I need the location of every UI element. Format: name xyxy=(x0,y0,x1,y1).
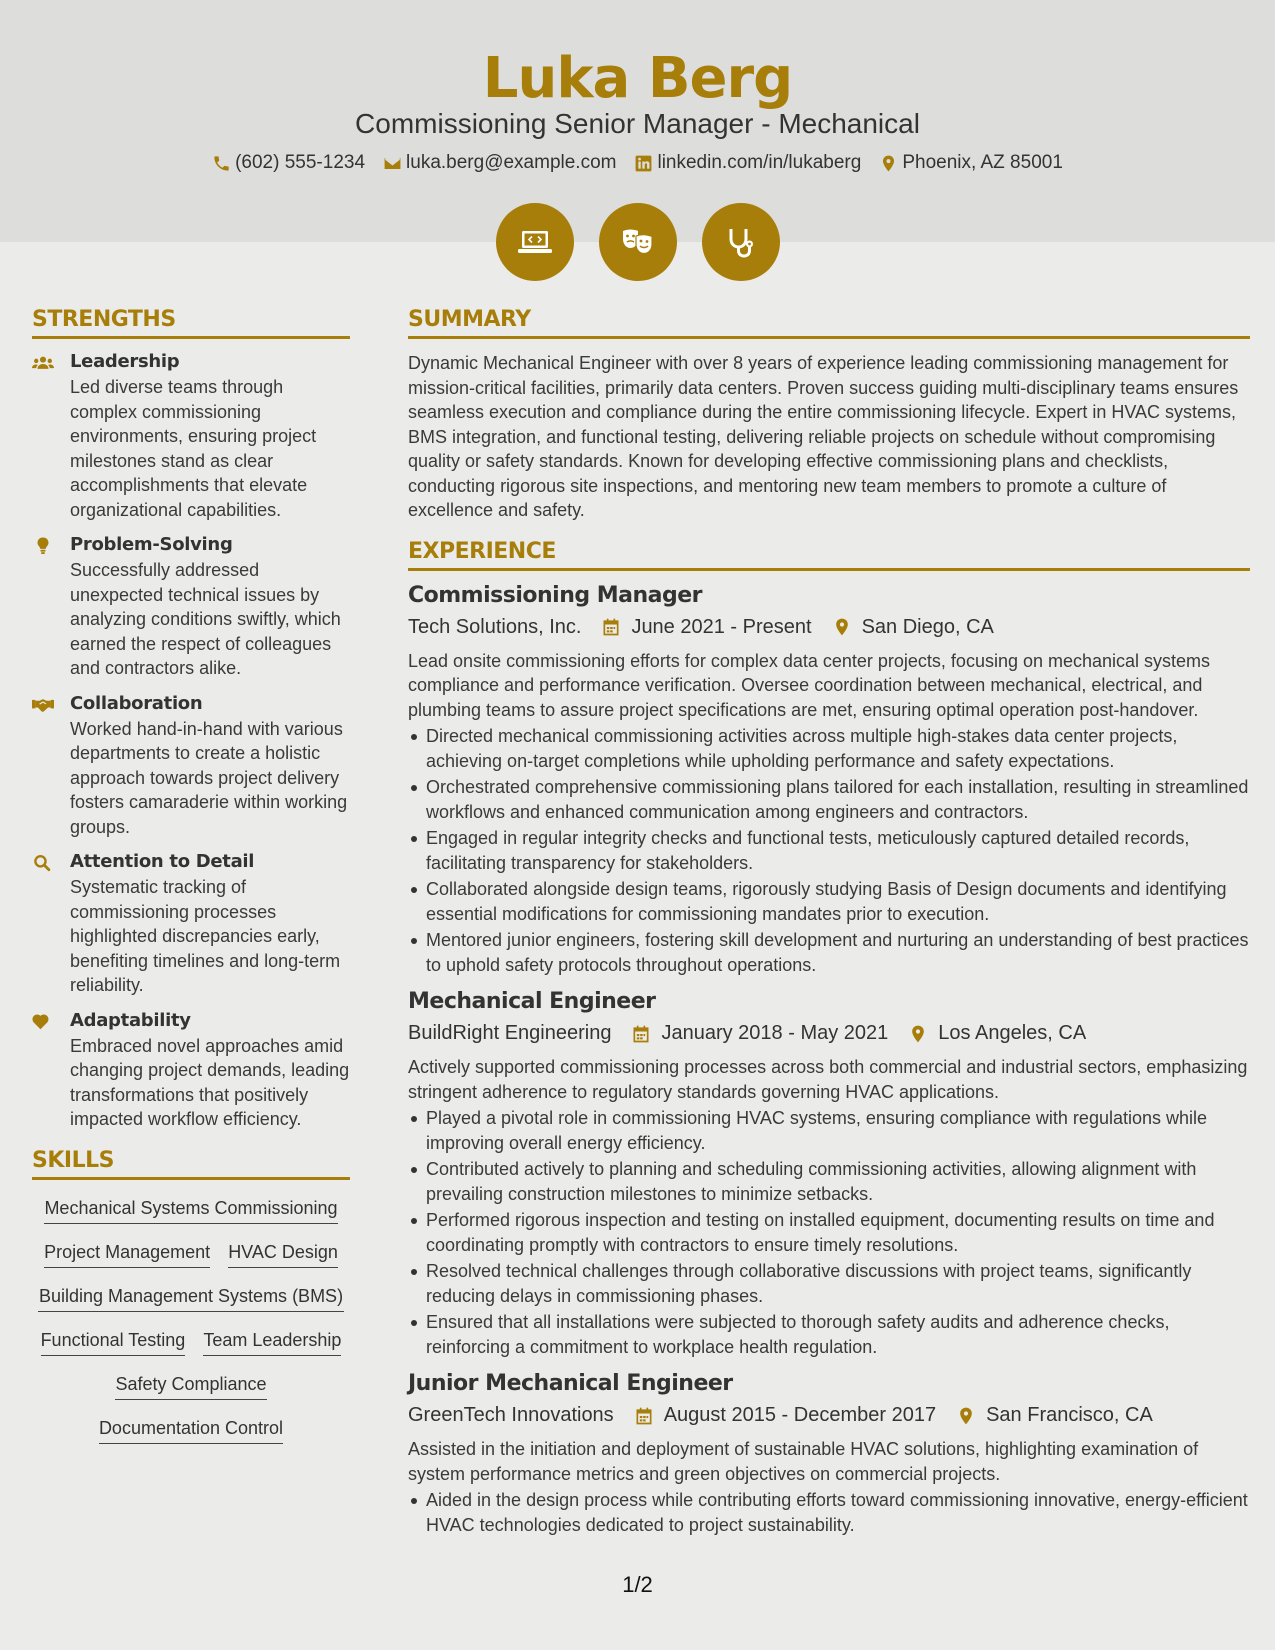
list-item: Resolved technical challenges through collaborative discussions with project teams, significantly reducing delays in commissioning phases. xyxy=(408,1259,1250,1308)
badge-laptop xyxy=(496,203,574,281)
job-description: Assisted in the initiation and deployment of sustainable HVAC solutions, highlighting examination of system performance metrics and green objectives on commercial projects. xyxy=(408,1439,1199,1484)
list-item: Aided in the design process while contributing efforts toward commissioning innovative, energy-efficient HVAC technologies dedicated to project sustainability. xyxy=(408,1488,1250,1537)
contact-location-text: Phoenix, AZ 85001 xyxy=(902,152,1063,173)
strength-name: Problem-Solving xyxy=(70,534,233,555)
phone-icon xyxy=(212,154,231,173)
contact-phone-text: (602) 555-1234 xyxy=(235,152,366,173)
search-icon xyxy=(32,853,54,873)
skill-tag: Project Management xyxy=(44,1240,210,1268)
heart-icon xyxy=(32,1012,54,1032)
strength-item xyxy=(32,851,350,998)
lightbulb-icon xyxy=(32,536,54,556)
strength-name: Collaboration xyxy=(70,692,203,714)
strength-name: Attention to Detail xyxy=(70,851,255,872)
list-item: Ensured that all installations were subjected to thorough safety audits and adherence checks, reinforcing a commitment to workplace health regulation. xyxy=(408,1310,1250,1359)
badge-stethoscope xyxy=(702,203,780,281)
right-column xyxy=(408,307,1250,1549)
contact-linkedin[interactable] xyxy=(634,152,861,174)
strength-desc: Led diverse teams through complex commissioning environments, ensuring project milestones stand as clear accomplishments that elevate organizational capabilities. xyxy=(70,377,317,520)
map-pin-icon xyxy=(832,617,852,637)
job-entry xyxy=(408,989,1250,1359)
skill-tag: Team Leadership xyxy=(203,1328,341,1356)
skill-tag: HVAC Design xyxy=(228,1240,338,1268)
skills-list xyxy=(32,1192,350,1460)
job-bullets xyxy=(408,1106,1250,1359)
strength-desc: Successfully addressed unexpected technical issues by analyzing conditions swiftly, which earned the respect of colleagues and contractors alike. xyxy=(70,560,341,678)
calendar-icon xyxy=(631,1024,651,1044)
job-location: San Diego, CA xyxy=(861,615,994,638)
job-location: Los Angeles, CA xyxy=(938,1022,1087,1044)
strength-item xyxy=(32,1010,350,1132)
job-dates: January 2018 - May 2021 xyxy=(661,1022,889,1044)
list-item: Contributed actively to planning and scheduling commissioning activities, allowing alignment with prevailing construction milestones to minimize setbacks. xyxy=(408,1157,1250,1206)
contact-linkedin-text: linkedin.com/in/lukaberg xyxy=(657,152,862,173)
job-title: Junior Mechanical Engineer xyxy=(408,1371,733,1396)
list-item: Mentored junior engineers, fostering skill development and nurturing an understanding of best practices to uphold safety protocols throughout operations. xyxy=(408,928,1250,977)
summary-heading: SUMMARY xyxy=(408,307,1250,339)
job-title: Commissioning Manager xyxy=(408,582,703,608)
contact-row xyxy=(0,152,1275,174)
job-location: San Francisco, CA xyxy=(986,1404,1153,1426)
list-item: Engaged in regular integrity checks and functional tests, meticulously captured detailed records, facilitating transparency for stakeholders. xyxy=(408,826,1250,875)
list-item: Orchestrated comprehensive commissioning plans tailored for each installation, resulting in streamlined workflows and enhanced communication among engineers and contractors. xyxy=(408,775,1250,824)
job-title: Mechanical Engineer xyxy=(408,989,656,1014)
experience-heading: EXPERIENCE xyxy=(408,539,1250,571)
skill-tag: Mechanical Systems Commissioning xyxy=(44,1196,337,1224)
envelope-icon xyxy=(383,154,402,173)
strength-name: Adaptability xyxy=(70,1009,191,1031)
job-bullets xyxy=(408,724,1250,977)
skill-tag: Building Management Systems (BMS) xyxy=(38,1284,344,1312)
strengths-heading: STRENGTHS xyxy=(32,307,350,339)
skills-heading: SKILLS xyxy=(32,1148,350,1180)
stethoscope-icon xyxy=(721,222,761,262)
strength-desc: Embraced novel approaches amid changing project demands, leading transformations that positively impacted workflow efficiency. xyxy=(70,1035,350,1129)
job-company: BuildRight Engineering xyxy=(408,1022,612,1044)
page-number: 1/2 xyxy=(622,1572,653,1597)
calendar-icon xyxy=(601,617,621,637)
job-description: Actively supported commissioning processes across both commercial and industrial sectors, emphasizing stringent adherence to regulatory standards governing HVAC applications. xyxy=(408,1057,1248,1102)
linkedin-icon xyxy=(634,154,653,173)
job-meta xyxy=(408,1022,1250,1045)
map-pin-icon xyxy=(956,1406,976,1426)
skill-tag: Documentation Control xyxy=(99,1416,283,1444)
list-item: Collaborated alongside design teams, rigorously studying Basis of Design documents and identifying essential modifications for commissioning mandates prior to execution. xyxy=(408,877,1250,926)
contact-email-text: luka.berg@example.com xyxy=(406,152,617,173)
users-icon xyxy=(32,353,54,373)
badge-row xyxy=(0,203,1275,281)
list-item: Performed rigorous inspection and testing on installed equipment, documenting results on time and coordinating promptly with contractors to ensure timely resolutions. xyxy=(408,1208,1250,1257)
job-bullets xyxy=(408,1488,1250,1537)
strength-item xyxy=(32,534,350,681)
skill-tag: Safety Compliance xyxy=(115,1372,266,1400)
strength-item xyxy=(32,351,350,522)
job-company: Tech Solutions, Inc. xyxy=(408,615,582,638)
candidate-name: Luka Berg xyxy=(482,46,793,111)
laptop-code-icon xyxy=(515,222,555,262)
job-dates: June 2021 - Present xyxy=(631,615,812,638)
job-title-headline: Commissioning Senior Manager - Mechanical xyxy=(355,108,920,139)
contact-phone[interactable] xyxy=(212,152,365,174)
badge-masks xyxy=(599,203,677,281)
map-pin-icon xyxy=(908,1024,928,1044)
job-company: GreenTech Innovations xyxy=(408,1404,614,1426)
left-column xyxy=(32,307,350,1460)
list-item: Directed mechanical commissioning activities across multiple high-stakes data center projects, achieving on-target completions while upholding performance and safety expectations. xyxy=(408,724,1250,773)
strength-item xyxy=(32,693,350,840)
handshake-icon xyxy=(32,695,54,715)
skill-tag: Functional Testing xyxy=(41,1328,186,1356)
theater-masks-icon xyxy=(618,222,658,262)
job-dates: August 2015 - December 2017 xyxy=(663,1404,937,1426)
job-meta xyxy=(408,1404,1250,1427)
map-pin-icon xyxy=(879,154,898,173)
job-entry xyxy=(408,1371,1250,1537)
job-description: Lead onsite commissioning efforts for complex data center projects, focusing on mechanical systems compliance and performance verification. Oversee coordination between mechanical, electrical, and plumbing teams to assure project specifications are met, ensuring optimal operation post-handover. xyxy=(408,650,1211,720)
strength-desc: Worked hand-in-hand with various departments to create a holistic approach towards project delivery fosters camaraderie within working groups. xyxy=(70,718,348,837)
job-entry xyxy=(408,583,1250,978)
contact-location xyxy=(879,152,1063,174)
summary-text: Dynamic Mechanical Engineer with over 8 years of experience leading commissioning management for mission-critical facilities, primarily data centers. Proven success guiding multi-disciplinary teams ensures seamless execution and compliance during the entire commissioning lifecycle. Expert in HVAC systems, BMS integration, and functional testing, delivering reliable projects on schedule without compromising quality or safety standards. Known for developing effective commissioning plans and checklists, conducting rigorous site inspections, and mentoring new team members to promote a culture of excellence and safety. xyxy=(408,353,1239,520)
strength-desc: Systematic tracking of commissioning processes highlighted discrepancies early, benefiting timelines and long-term reliability. xyxy=(70,877,341,995)
list-item: Played a pivotal role in commissioning HVAC systems, ensuring compliance with regulations while improving overall energy efficiency. xyxy=(408,1106,1250,1155)
calendar-icon xyxy=(634,1406,654,1426)
strength-name: Leadership xyxy=(70,351,180,372)
contact-email[interactable] xyxy=(383,152,616,174)
job-meta xyxy=(408,616,1250,639)
